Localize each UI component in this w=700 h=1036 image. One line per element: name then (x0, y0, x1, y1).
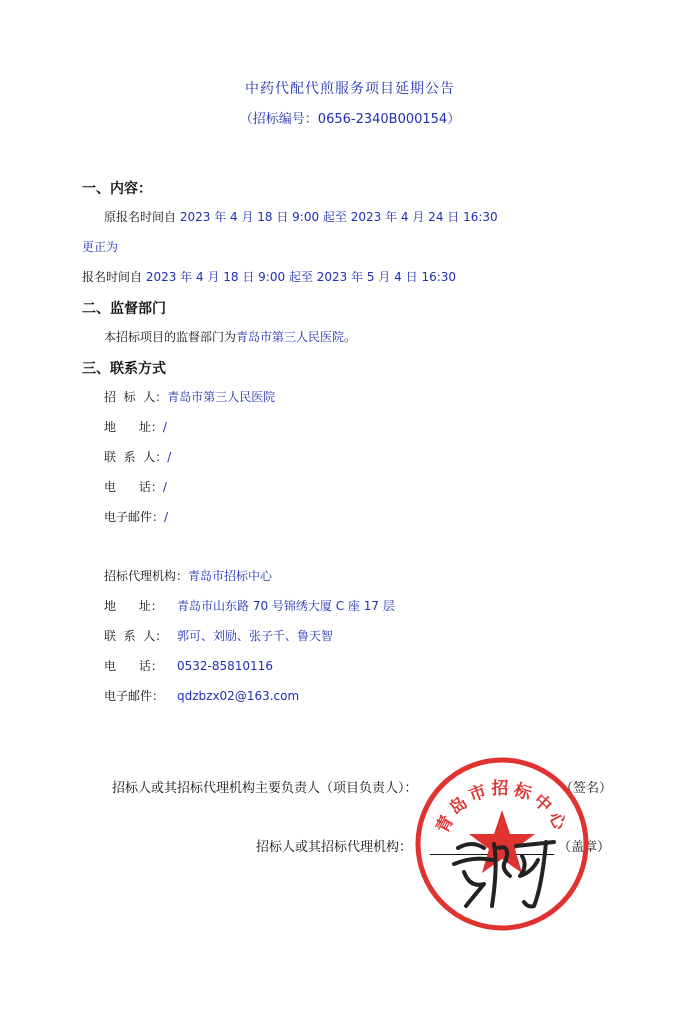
field-value: qdzbzx02@163.com (177, 689, 300, 703)
change-label: 更正为 (82, 240, 119, 254)
page-title: 中药代配代煎服务项目延期公告 (245, 81, 455, 97)
tenderer-contact-row (104, 448, 171, 465)
field-value: 青岛市第三人民医院 (167, 390, 276, 404)
original-time-range: 2023 年 4 月 18 日 9:00 起至 2023 年 4 月 24 日 16:30 (179, 210, 498, 224)
original-time (104, 208, 498, 225)
organization-label: 招标人或其招标代理机构： (256, 840, 413, 855)
section1-heading: 一、内容： (82, 181, 152, 197)
tenderer-address-row (104, 418, 167, 435)
field-label: 地 址： (104, 599, 163, 613)
new-time (82, 268, 456, 285)
seal-suffix: （盖章） (558, 840, 611, 855)
field-value: 青岛市山东路 70 号锦绣大厦 C 座 17 层 (177, 599, 395, 613)
field-value: / (162, 480, 167, 494)
field-value: / (162, 420, 167, 434)
section3-heading: 三、联系方式 (82, 361, 166, 377)
agency-name-row (104, 567, 272, 584)
field-value: 0532-85810116 (177, 659, 273, 673)
field-label: 电 话： (104, 659, 163, 673)
agency-contact-row (104, 627, 333, 644)
signature-suffix: （签名） (560, 781, 613, 796)
field-label: 电子邮件： (104, 510, 165, 524)
supervision-prefix: 本招标项目的监督部门为 (104, 330, 237, 344)
field-value: 郭可、刘励、张子千、鲁天智 (177, 629, 334, 643)
company-seal (414, 756, 590, 932)
field-value: / (164, 510, 169, 524)
tenderer-phone-row (104, 478, 167, 495)
field-value: 青岛市招标中心 (188, 569, 273, 583)
signature-line-organization (256, 836, 412, 855)
signature-line-principal (112, 777, 418, 796)
tenderer-email-row (104, 508, 168, 525)
field-label: 电 话： (104, 480, 163, 494)
field-value: / (167, 450, 172, 464)
field-label: 电子邮件： (104, 689, 165, 703)
original-time-label: 原报名时间自 (104, 210, 177, 224)
supervision-text (104, 328, 356, 345)
supervision-suffix: 。 (344, 330, 357, 344)
field-label: 联 系 人： (104, 450, 168, 464)
agency-email-row (104, 687, 299, 704)
new-time-label: 报名时间自 (82, 270, 143, 284)
supervision-dept: 青岛市第三人民医院 (236, 330, 345, 344)
tenderer-name-row (104, 388, 275, 405)
agency-address-row (104, 597, 395, 614)
field-label: 招标代理机构： (104, 569, 189, 583)
new-time-range: 2023 年 4 月 18 日 9:00 起至 2023 年 5 月 4 日 16:30 (145, 270, 457, 284)
tender-number: （招标编号：0656-2340B000154） (239, 112, 461, 127)
field-label: 地 址： (104, 420, 163, 434)
field-label: 联 系 人： (104, 629, 168, 643)
principal-label: 招标人或其招标代理机构主要负责人（项目负责人）： (112, 781, 418, 796)
section2-heading: 二、监督部门 (82, 301, 166, 317)
agency-phone-row (104, 657, 273, 674)
field-label: 招 标 人： (104, 390, 168, 404)
seal-text: 青岛市招标中心 (432, 779, 572, 837)
